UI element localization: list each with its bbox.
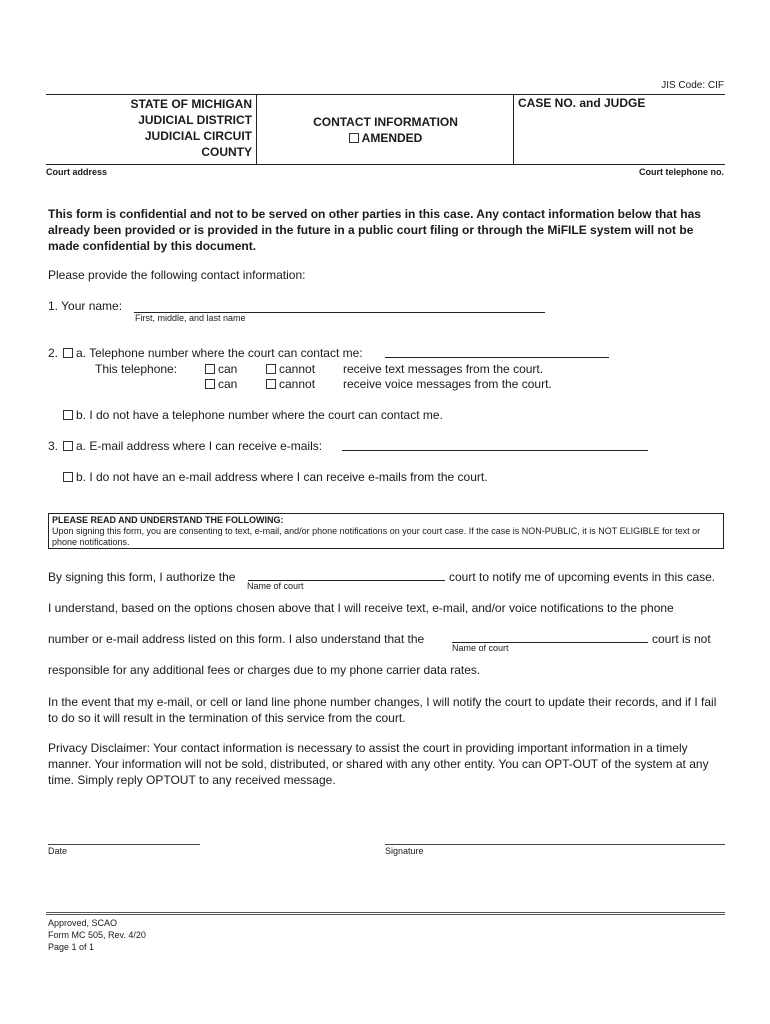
page-title: CONTACT INFORMATION: [313, 115, 458, 129]
header-top-rule: [46, 94, 725, 95]
footer-rule: [46, 912, 725, 915]
notice-heading: PLEASE READ AND UNDERSTAND THE FOLLOWING:: [52, 515, 284, 525]
text-cannot-checkbox[interactable]: [266, 364, 276, 374]
item-1-label: 1. Your name:: [48, 299, 123, 313]
item-2-number: 2.: [48, 346, 59, 360]
privacy-paragraph: Privacy Disclaimer: Your contact information is necessary to assist the court in providing important information in a timely manner. Your information will not be sold, distributed, or shared with any other entity. You can OPT-OUT of the system at any time. Simply reply OPTOUT to any received message.: [48, 741, 709, 787]
no-email-label: b. I do not have an e-mail address where I can receive e-mails from the court.: [76, 470, 488, 484]
voice-messages-label: receive voice messages from the court.: [343, 377, 552, 391]
phone-input[interactable]: [385, 357, 609, 358]
approved-label: Approved, SCAO: [48, 918, 118, 928]
understand-line-3: responsible for any additional fees or charges due to my phone carrier data rates.: [48, 663, 481, 677]
state-label: STATE OF MICHIGAN: [130, 97, 252, 111]
signature-label: Signature: [385, 846, 424, 856]
no-email-checkbox[interactable]: [63, 472, 73, 482]
understand-line-1: I understand, based on the options chosen above that I will receive text, e-mail, and/or voice notifications to the phone: [48, 601, 674, 615]
judicial-district-label: JUDICIAL DISTRICT: [138, 113, 252, 127]
event-paragraph: In the event that my e-mail, or cell or land line phone number changes, I will notify the court to update their records, and if I fail to do so it will result in the termination of this service from the court.: [48, 695, 717, 725]
date-input[interactable]: [48, 844, 200, 845]
understand-caption: Name of court: [452, 643, 509, 653]
no-phone-checkbox[interactable]: [63, 410, 73, 420]
intro-text: Please provide the following contact information:: [48, 268, 306, 282]
jis-code: JIS Code: CIF: [661, 80, 724, 91]
header-divider: [256, 94, 257, 164]
email-checkbox[interactable]: [63, 441, 73, 451]
court-jurisdiction: [46, 96, 252, 160]
header-bottom-rule: [46, 164, 725, 165]
understand-line-2-end: court is not: [652, 632, 711, 646]
case-no-field[interactable]: CASE NO. and JUDGE: [518, 96, 646, 110]
cannot-label: cannot: [279, 362, 316, 376]
text-can-checkbox[interactable]: [205, 364, 215, 374]
can-label: can: [218, 362, 238, 376]
signature-input[interactable]: [385, 844, 725, 845]
can-label: can: [218, 377, 238, 391]
voice-cannot-checkbox[interactable]: [266, 379, 276, 389]
voice-can-checkbox[interactable]: [205, 379, 215, 389]
name-caption: First, middle, and last name: [135, 313, 246, 323]
notice-box: [48, 513, 724, 549]
item-3-number: 3.: [48, 439, 59, 453]
authorize-after: court to notify me of upcoming events in this case.: [449, 570, 716, 584]
phone-checkbox[interactable]: [63, 348, 73, 358]
footer-block: [48, 917, 146, 953]
phone-label: a. Telephone number where the court can contact me:: [76, 346, 363, 360]
court-address-label: Court address: [46, 167, 108, 177]
confidential-notice: This form is confidential and not to be served on other parties in this case. Any contact information below that has already been provided or is provided in the future in a public court filing or through the MiFILE system will not be made confidential by this document.: [48, 207, 701, 253]
form-title-block: [258, 114, 513, 146]
cannot-label: cannot: [279, 377, 316, 391]
text-messages-label: receive text messages from the court.: [343, 362, 544, 376]
this-telephone-label: This telephone:: [95, 362, 178, 376]
form-number: Form MC 505, Rev. 4/20: [48, 930, 146, 940]
authorize-before: By signing this form, I authorize the: [48, 570, 236, 584]
amended-label: AMENDED: [361, 131, 423, 145]
authorize-caption: Name of court: [247, 581, 304, 591]
page-number: Page 1 of 1: [48, 942, 95, 952]
understand-line-2: number or e-mail address listed on this form. I also understand that the: [48, 632, 425, 646]
judicial-circuit-label: JUDICIAL CIRCUIT: [144, 129, 252, 143]
date-label: Date: [48, 846, 68, 856]
no-phone-label: b. I do not have a telephone number where the court can contact me.: [76, 408, 443, 422]
header-divider: [513, 94, 514, 164]
amended-checkbox[interactable]: [349, 133, 359, 143]
court-telephone-label: Court telephone no.: [639, 167, 724, 177]
email-label: a. E-mail address where I can receive e-mails:: [76, 439, 323, 453]
county-label: COUNTY: [201, 145, 252, 159]
notice-body: Upon signing this form, you are consenting to text, e-mail, and/or phone notifications on your court case. If the case is NON-PUBLIC, it is NOT ELIGIBLE for text or phone notifications.: [52, 526, 701, 547]
email-input[interactable]: [342, 450, 648, 451]
